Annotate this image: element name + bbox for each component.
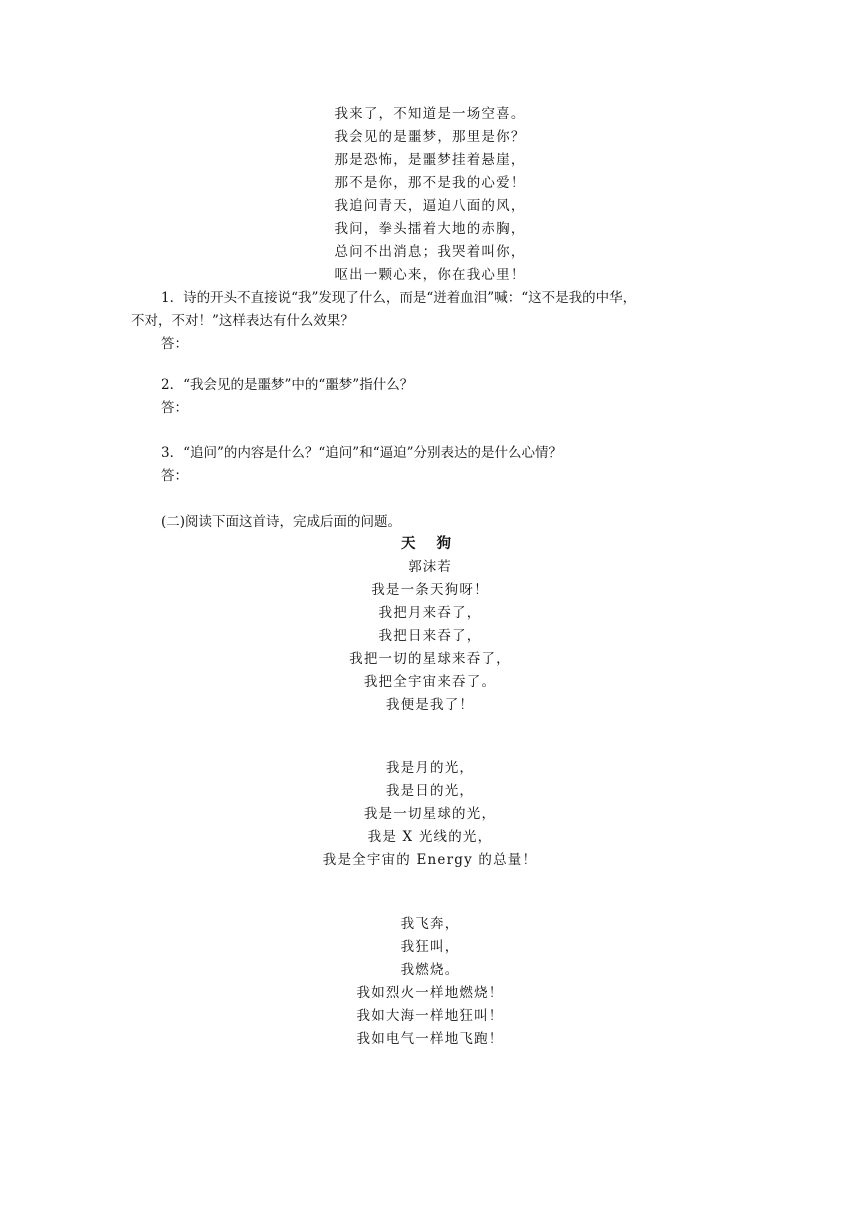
poem-line: 我是全宇宙的 Energy 的总量！ — [322, 852, 538, 868]
poem-line: 我是 X 光线的光， — [367, 829, 493, 845]
poem-tiangou-header — [0, 533, 860, 717]
poem-line: 我把全宇宙来吞了。 — [363, 674, 497, 690]
poem-line: 我问，拳头擂着大地的赤胸， — [334, 221, 526, 237]
poem-line: 我把月来吞了， — [378, 605, 482, 621]
poem-title: 天 狗 — [400, 536, 460, 552]
poem-line: 那不是你，那不是我的心爱！ — [334, 175, 526, 191]
poem-line: 我会见的是噩梦，那里是你？ — [334, 129, 526, 145]
poem-line: 我是一切星球的光， — [363, 806, 497, 822]
question-3 — [131, 442, 731, 488]
poem-line: 总问不出消息；我哭着叫你， — [334, 244, 526, 260]
answer-label: 答： — [161, 400, 188, 416]
section-2-intro — [131, 511, 731, 534]
poem-line: 我狂叫， — [400, 939, 460, 955]
poem-line: 我如大海一样地狂叫！ — [356, 1008, 504, 1024]
question-1 — [131, 287, 731, 356]
poem-line: 呕出一颗心来，你在我心里！ — [334, 267, 526, 283]
question-2 — [131, 374, 731, 420]
poem-line: 我是月的光， — [385, 760, 475, 776]
question-text-continued: 不对，不对！”这样表达有什么效果？ — [131, 313, 354, 329]
poem-line: 我如电气一样地飞跑！ — [356, 1031, 504, 1047]
poem-line: 我是日的光， — [385, 783, 475, 799]
poem-stanza-2 — [0, 757, 860, 872]
question-text: 3．“追问”的内容是什么？“追问”和“逼迫”分别表达的是什么心情？ — [161, 445, 562, 461]
section-instruction: (二)阅读下面这首诗，完成后面的问题。 — [161, 514, 402, 530]
answer-label: 答： — [161, 336, 188, 352]
poem-line: 我追问青天，逼迫八面的风， — [334, 198, 526, 214]
poem-line: 我便是我了！ — [385, 697, 475, 713]
poem-stanza-3 — [0, 913, 860, 1051]
poem-line: 我把一切的星球来吞了， — [349, 651, 511, 667]
poem-line: 那是恐怖，是噩梦挂着悬崖， — [334, 152, 526, 168]
poem-line: 我来了，不知道是一场空喜。 — [334, 106, 526, 122]
question-text: 2．“我会见的是噩梦”中的“噩梦”指什么？ — [161, 377, 414, 393]
question-text: 1．诗的开头不直接说“我”发现了什么，而是“迸着血泪”喊：“这不是我的中华， — [161, 290, 637, 306]
poem-excerpt — [0, 103, 860, 287]
poem-author: 郭沫若 — [408, 559, 452, 575]
answer-label: 答： — [161, 468, 188, 484]
poem-line: 我飞奔， — [400, 916, 460, 932]
poem-line: 我燃烧。 — [400, 962, 460, 978]
poem-line: 我是一条天狗呀！ — [371, 582, 489, 598]
poem-line: 我把日来吞了， — [378, 628, 482, 644]
poem-line: 我如烈火一样地燃烧！ — [356, 985, 504, 1001]
